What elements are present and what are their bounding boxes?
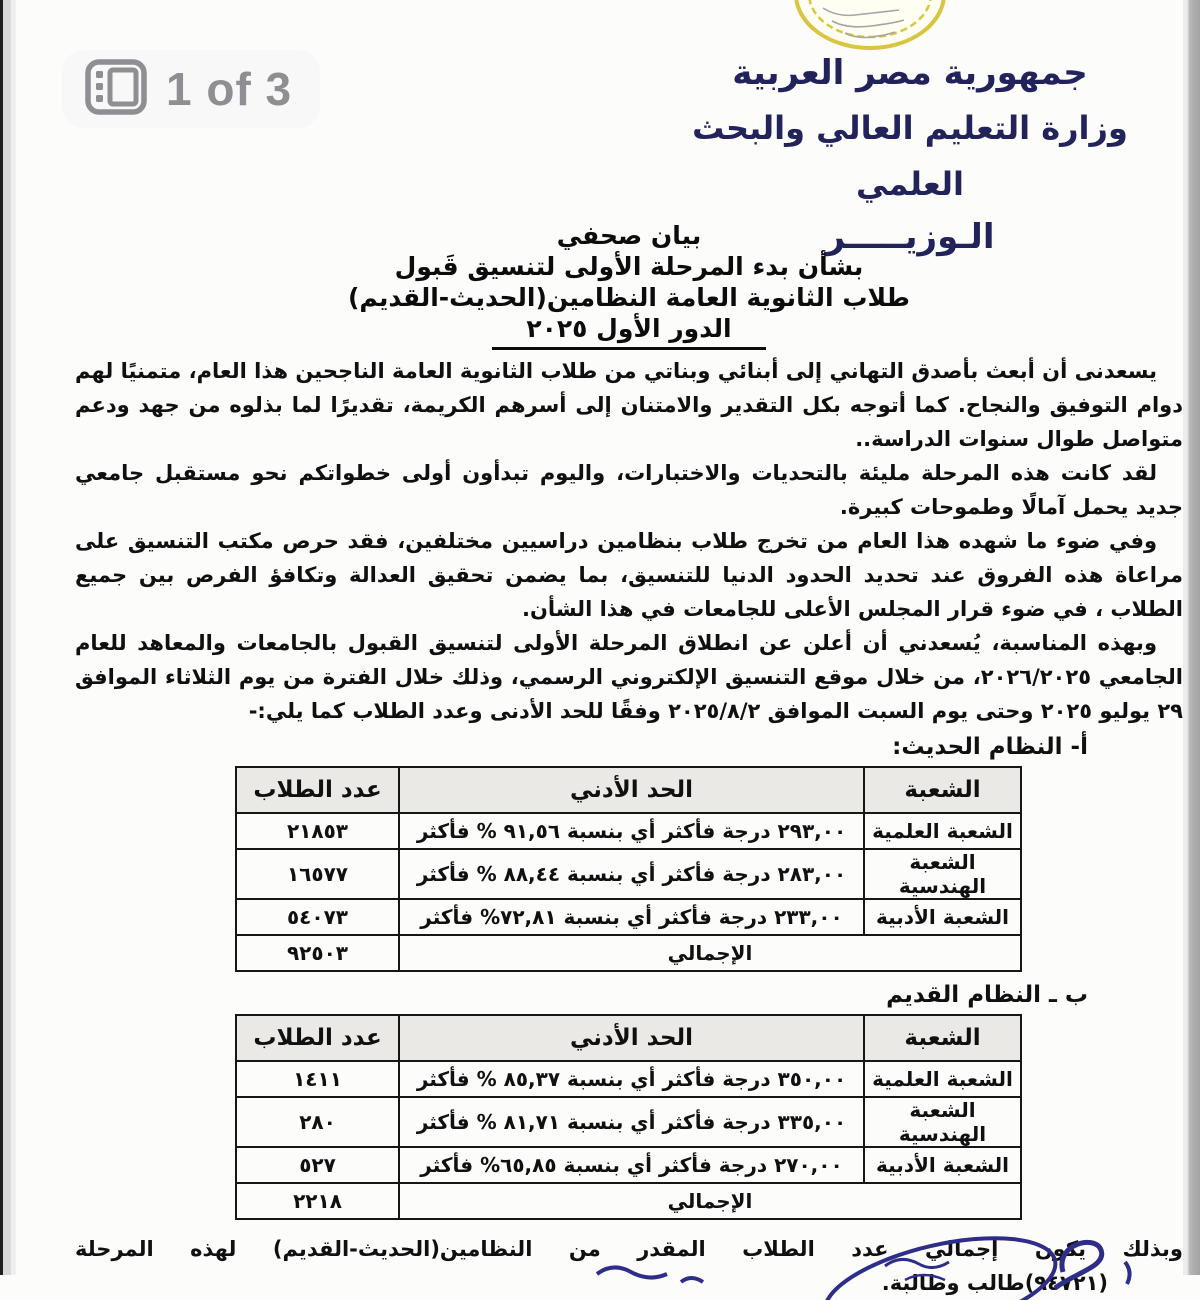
minimum-cell: ٢٨٣,٠٠ درجة فأكثر أي بنسبة ٨٨,٤٤ % فأكثر	[399, 849, 864, 899]
minimum-cell: ٢٩٣,٠٠ درجة فأكثر أي بنسبة ٩١,٥٦ % فأكثر	[399, 813, 864, 849]
students-cell: ٥٤٠٧٣	[236, 899, 399, 935]
minimum-cell: ٢٧٠,٠٠ درجة فأكثر أي بنسبة ٦٥,٨٥% فأكثر	[399, 1147, 864, 1183]
title-line-4	[75, 313, 1183, 350]
minimum-header: الحد الأدني	[399, 1015, 864, 1061]
total-students-cell: ٩٢٥٠٣	[236, 935, 399, 971]
students-cell: ٢١٨٥٣	[236, 813, 399, 849]
table-row	[236, 849, 1021, 899]
letterhead-minister: الـوزيـــــر	[825, 217, 995, 257]
closing-line-1: وبذلك يكون إجمالي عدد الطلاب المقدر من النظامين(الحديث-القديم) لهذه المرحلة	[75, 1237, 1183, 1261]
closing-line-2: (٩٤٧٢١)طالب وطالبة.	[881, 1271, 1108, 1295]
table-total-row	[236, 935, 1021, 971]
paragraph-two-systems: وفي ضوء ما شهده هذا العام من تخرج طلاب بنظامين دراسيين مختلفين، فقد حرص مكتب التنسيق على مراعاة هذه الفروق عند تحديد الحدود الدنيا للتنسيق، بما يضمن تحقيق العدالة وتكافؤ الفرص بين جميع الطلاب ، في ضوء قرار المجلس الأعلى للجامعات في هذا الشأن.	[75, 529, 1183, 621]
title-line-1: بيان صحفي	[556, 221, 702, 250]
total-label-cell: الإجمالي	[399, 1183, 1021, 1219]
table-total-row	[236, 1183, 1021, 1219]
students-cell: ١٤١١	[236, 1061, 399, 1097]
students-cell: ١٦٥٧٧	[236, 849, 399, 899]
paragraph-announcement: وبهذه المناسبة، يُسعدني أن أعلن عن انطلاق المرحلة الأولى لتنسيق القبول بالجامعات والمعاهد للعام الجامعي ٢٠٢٦/٢٠٢٥، من خلال موقع التنسيق الإلكتروني الرسمي، وذلك خلال الفترة من يوم الثلاثاء الموافق ٢٩ يوليو ٢٠٢٥ وحتى يوم السبت الموافق ٢٠٢٥/٨/٢ وفقًا للحد الأدنى وعدد الطلاب كما يلي:-	[75, 631, 1183, 723]
students-cell: ٢٨٠	[236, 1097, 399, 1147]
total-label-cell: الإجمالي	[399, 935, 1021, 971]
letterhead-republic: جمهورية مصر العربية	[732, 53, 1088, 93]
scan-edge-right	[1183, 0, 1200, 1275]
track-header: الشعبة	[864, 1015, 1021, 1061]
track-cell: الشعبة العلمية	[864, 1061, 1021, 1097]
letterhead-ministry: وزارة التعليم العالي والبحث العلمي	[692, 109, 1128, 203]
scan-edge-left	[0, 0, 16, 1275]
page-indicator-badge[interactable]	[62, 50, 320, 128]
students-header: عدد الطلاب	[236, 767, 399, 813]
section-b-heading: ب ـ النظام القديم	[886, 982, 1088, 1008]
table-row	[236, 1147, 1021, 1183]
paragraph-congratulations: يسعدنى أن أبعث بأصدق التهاني إلى أبنائي وبناتي من طلاب الثانوية العامة الناجحين هذا العام، متمنيًا لهم دوام التوفيق والنجاح. كما أتوجه بكل التقدير والامتنان إلى أسرهم الكريمة، تقديرًا لما بذلوه من جهد ودعم متواصل طوال سنوات الدراسة..	[75, 359, 1183, 451]
modern-system-table	[235, 766, 1022, 972]
minimum-header: الحد الأدني	[399, 767, 864, 813]
minimum-cell: ٣٥٠,٠٠ درجة فأكثر أي بنسبة ٨٥,٣٧ % فأكثر	[399, 1061, 864, 1097]
total-students-cell: ٢٢١٨	[236, 1183, 399, 1219]
title-line-3: طلاب الثانوية العامة النظامين(الحديث-القديم)	[348, 283, 910, 312]
old-system-table	[235, 1014, 1022, 1220]
minimum-cell: ٣٣٥,٠٠ درجة فأكثر أي بنسبة ٨١,٧١ % فأكثر	[399, 1097, 864, 1147]
track-cell: الشعبة الأدبية	[864, 899, 1021, 935]
table-header-row	[236, 767, 1021, 813]
table-row	[236, 1061, 1021, 1097]
page-indicator-label: 1 of 3	[166, 63, 293, 115]
minister-signature-stamp	[585, 1232, 1145, 1296]
minimum-cell: ٢٣٣,٠٠ درجة فأكثر أي بنسبة ٧٢,٨١% فأكثر	[399, 899, 864, 935]
students-cell: ٥٢٧	[236, 1147, 399, 1183]
table-header-row	[236, 1015, 1021, 1061]
title-line-2: بشأن بدء المرحلة الأولى لتنسيق قَبول	[394, 252, 864, 281]
table-row	[236, 899, 1021, 935]
section-a-heading: أ- النظام الحديث:	[892, 734, 1088, 760]
thumbnails-panel-icon	[84, 58, 148, 120]
title-round-year: الدور الأول ٢٠٢٥	[492, 313, 765, 350]
students-header: عدد الطلاب	[236, 1015, 399, 1061]
track-cell: الشعبة الهندسية	[864, 1097, 1021, 1147]
press-statement	[75, 220, 1183, 1300]
track-cell: الشعبة الهندسية	[864, 849, 1021, 899]
track-header: الشعبة	[864, 767, 1021, 813]
table-row	[236, 1097, 1021, 1147]
table-row	[236, 813, 1021, 849]
track-cell: الشعبة الأدبية	[864, 1147, 1021, 1183]
paragraph-new-future: لقد كانت هذه المرحلة مليئة بالتحديات والاختبارات، واليوم تبدأون أولى خطواتكم نحو مستقبل جامعي جديد يحمل آمالًا وطموحات كبيرة.	[75, 461, 1183, 519]
statement-title	[75, 220, 1183, 350]
track-cell: الشعبة العلمية	[864, 813, 1021, 849]
